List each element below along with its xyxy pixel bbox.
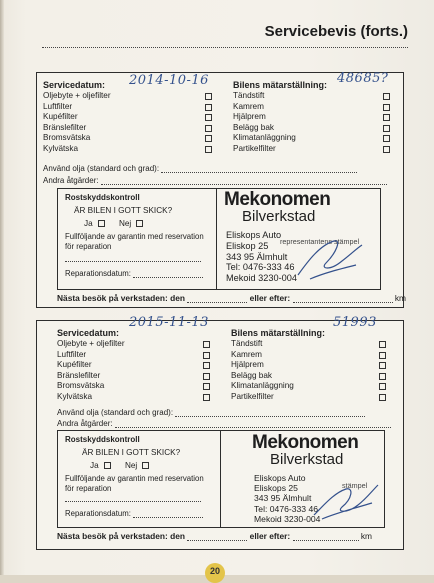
yes-checkbox-icon[interactable] (104, 462, 111, 469)
checkbox-icon[interactable] (383, 114, 390, 121)
checkbox-icon[interactable] (379, 373, 386, 380)
service-date-label: Servicedatum: (43, 80, 106, 90)
yes-no-choice: Ja Nej (84, 219, 155, 228)
rust-question: ÄR BILEN I GOTT SKICK? (82, 448, 181, 457)
next-visit-line[interactable]: Nästa besök på verkstaden: den eller efter: km (57, 293, 406, 303)
checkbox-icon[interactable] (203, 373, 210, 380)
checkbox-icon[interactable] (379, 383, 386, 390)
right-service-column (233, 79, 393, 155)
rust-question: ÄR BILEN I GOTT SKICK? (74, 206, 173, 215)
rust-protection-box (57, 188, 381, 290)
mileage-label: Bilens mätarställning: (231, 328, 326, 338)
oil-used-line[interactable]: Använd olja (standard och grad): (43, 164, 357, 173)
service-item: Bränslefilter (57, 371, 233, 382)
service-item: Kamrem (231, 350, 391, 361)
service-item: Partikelfilter (233, 144, 393, 155)
stamp-brand: Mekonomen (252, 432, 359, 453)
checkbox-icon[interactable] (383, 135, 390, 142)
checkbox-icon[interactable] (383, 93, 390, 100)
rust-protection-box (57, 430, 385, 528)
service-item: Klimatanläggning (231, 381, 391, 392)
service-item: Oljebyte + oljefilter (43, 91, 219, 102)
service-item: Luftfilter (57, 350, 233, 361)
checkbox-icon[interactable] (379, 352, 386, 359)
yes-no-choice: Ja Nej (90, 461, 161, 470)
handwritten-mileage: 48685? (337, 71, 389, 86)
checkbox-icon[interactable] (205, 135, 212, 142)
service-date-label: Servicedatum: (57, 328, 120, 338)
checkbox-icon[interactable] (203, 341, 210, 348)
service-item: Luftfilter (43, 102, 219, 113)
service-item: Oljebyte + oljefilter (57, 339, 233, 350)
handwritten-mileage: 51993 (333, 315, 377, 330)
service-item: Belägg bak (233, 123, 393, 134)
handwritten-service-date: 2015-11-13 (129, 315, 209, 330)
rust-divider (220, 431, 221, 527)
checkbox-icon[interactable] (383, 125, 390, 132)
stamp-brand: Mekonomen (224, 189, 331, 210)
checkbox-icon[interactable] (205, 146, 212, 153)
stamp-rep-text: stämpel (342, 481, 368, 490)
rust-title: Rostskyddskontroll (65, 193, 140, 202)
service-item: Partikelfilter (231, 392, 391, 403)
repair-date-line[interactable]: Reparationsdatum: (65, 269, 203, 278)
service-item: Kamrem (233, 102, 393, 113)
signature-icon (308, 477, 384, 523)
checkbox-icon[interactable] (379, 341, 386, 348)
guarantee-line[interactable] (65, 261, 201, 262)
page-spine (0, 0, 4, 575)
oil-used-line[interactable]: Använd olja (standard och grad): (57, 408, 365, 417)
service-item: Bromsvätska (43, 133, 219, 144)
no-checkbox-icon[interactable] (136, 220, 143, 227)
service-item: Kylvätska (57, 392, 233, 403)
checkbox-icon[interactable] (379, 394, 386, 401)
checkbox-icon[interactable] (203, 383, 210, 390)
service-item: Tändstift (233, 91, 393, 102)
checkbox-icon[interactable] (203, 362, 210, 369)
other-actions-line[interactable]: Andra åtgärder: (43, 176, 387, 185)
mileage-label: Bilens mätarställning: (233, 80, 328, 90)
checkbox-icon[interactable] (379, 362, 386, 369)
service-item: Kylvätska (43, 144, 219, 155)
title-underline (42, 47, 408, 48)
guarantee-line[interactable] (65, 501, 201, 502)
service-item: Kupéfilter (57, 360, 233, 371)
repair-date-line[interactable]: Reparationsdatum: (65, 509, 203, 518)
service-form-1 (36, 72, 404, 308)
page-number-badge: 20 (205, 563, 225, 583)
checkbox-icon[interactable] (205, 93, 212, 100)
left-service-column (43, 79, 219, 155)
other-actions-line[interactable]: Andra åtgärder: (57, 419, 391, 428)
service-item: Kupéfilter (43, 112, 219, 123)
service-item: Hjälprem (231, 360, 391, 371)
stamp-rep-text: representantens stämpel (280, 237, 360, 246)
checkbox-icon[interactable] (383, 104, 390, 111)
service-item: Bränslefilter (43, 123, 219, 134)
service-item: Klimatanläggning (233, 133, 393, 144)
left-service-column (57, 327, 233, 403)
service-form-2 (36, 315, 404, 550)
right-service-column (231, 327, 391, 403)
service-item: Belägg bak (231, 371, 391, 382)
rust-divider (216, 189, 217, 289)
stamp-address: Eliskops Auto Eliskops 25 343 95 Älmhult Tel: 0476-333 46 Mekoid 3230-004 (254, 473, 321, 524)
service-item: Bromsvätska (57, 381, 233, 392)
guarantee-text: Fullföljande av garantin med reservation för reparation (65, 232, 204, 251)
service-item: Tändstift (231, 339, 391, 350)
page-title: Servicebevis (forts.) (264, 23, 408, 40)
rust-title: Rostskyddskontroll (65, 435, 140, 444)
service-item: Hjälprem (233, 112, 393, 123)
checkbox-icon[interactable] (383, 146, 390, 153)
no-checkbox-icon[interactable] (142, 462, 149, 469)
checkbox-icon[interactable] (205, 114, 212, 121)
stamp-sub: Bilverkstad (242, 208, 316, 225)
checkbox-icon[interactable] (205, 125, 212, 132)
checkbox-icon[interactable] (205, 104, 212, 111)
checkbox-icon[interactable] (203, 394, 210, 401)
guarantee-text: Fullföljande av garantin med reservation för reparation (65, 474, 204, 493)
next-visit-line[interactable]: Nästa besök på verkstaden: den eller efter: km (57, 531, 372, 541)
handwritten-service-date: 2014-10-16 (129, 73, 209, 88)
stamp-address: Eliskops Auto Eliskop 25 343 95 Älmhult Tel: 0476-333 46 Mekoid 3230-004 (226, 230, 297, 284)
signature-icon (290, 235, 370, 283)
stamp-sub: Bilverkstad (270, 451, 344, 468)
yes-checkbox-icon[interactable] (98, 220, 105, 227)
checkbox-icon[interactable] (203, 352, 210, 359)
